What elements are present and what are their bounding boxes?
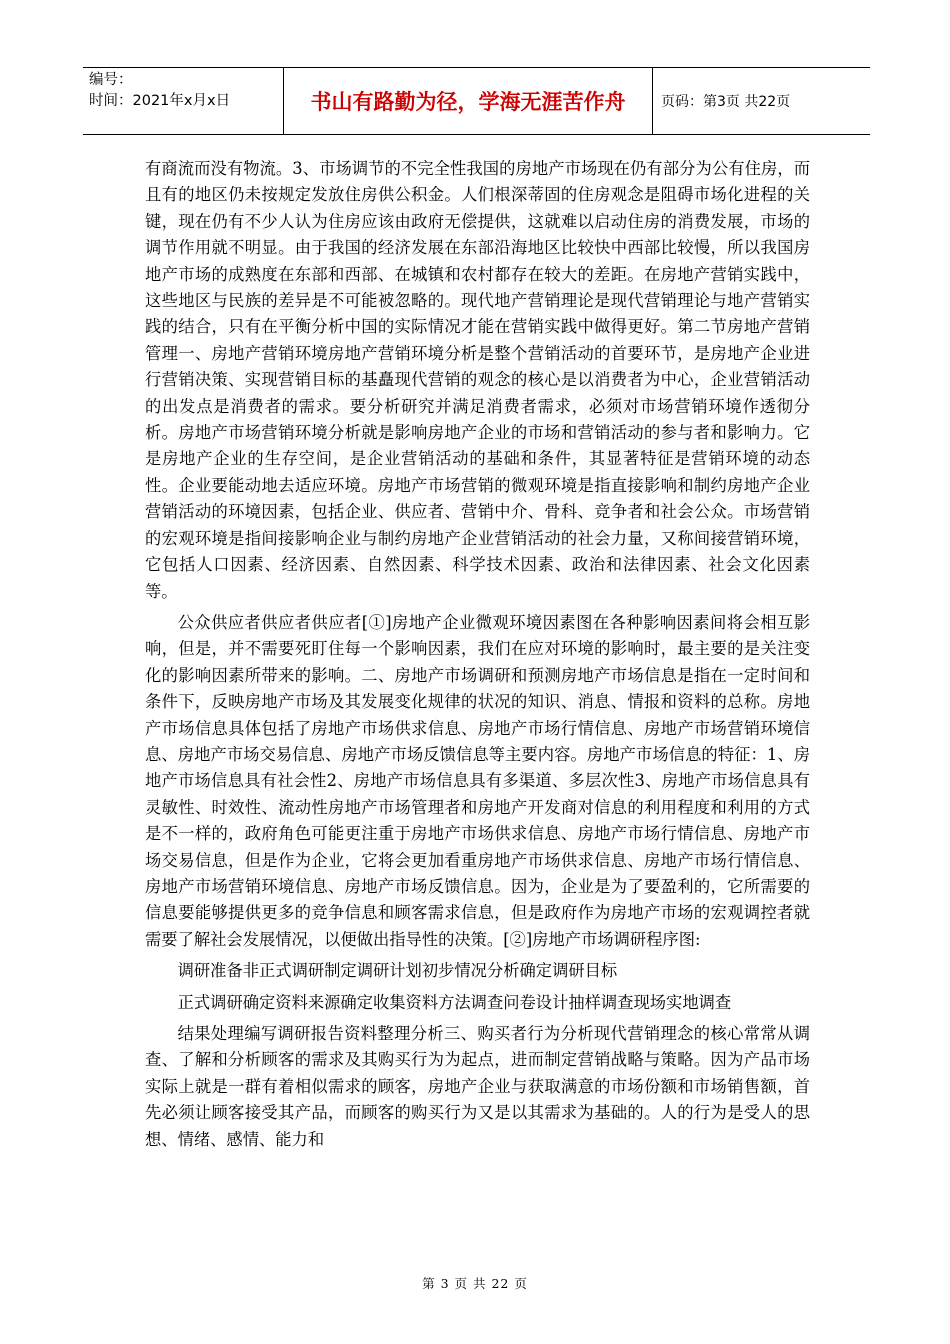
- body-paragraph-4: 正式调研确定资料来源确定收集资料方法调查问卷设计抽样调查现场实地调查: [177, 992, 732, 1012]
- header-page-label: 页码：第3页 共22页: [661, 94, 791, 110]
- body-paragraph-5: 结果处理编写调研报告资料整理分析三、购买者行为分析现代营销理念的核心常常从调查、了解和分析顾客的需求及其购买行为为起点，进而制定营销战略与策略。因为产品市场实际上就是一群有着相似需求的顾客，房地产企业与获取满意的市场份额和市场销售额，首先必须让顾客接受其产品，而顾客的购买行为又是以其需求为基础的。人的行为是受人的思想、情绪、感情、能力和: [145, 1024, 810, 1149]
- header-motto-cell: [283, 68, 653, 134]
- body-paragraph-3: 调研准备非正式调研制定调研计划初步情况分析确定调研目标: [177, 961, 618, 981]
- page-footer: [0, 1274, 950, 1292]
- document-time-label: 时间：2021年x月x日: [89, 93, 231, 109]
- body-paragraph-1: 有商流而没有物流。3、市场调节的不完全性我国的房地产市场现在仍有部分为公有住房，而且有的地区仍未按规定发放住房供公积金。人们根深蒂固的住房观念是阻碍市场化进程的关键，现在仍有不少人认为住房应该由政府无偿提供，这就难以启动住房的消费发展，市场的调节作用就不明显。由于我国的经济发展在东部沿海地区比较快中西部比较慢，所以我国房地产市场的成熟度在东部和西部、在城镇和农村都存在较大的差距。在房地产营销实践中，这些地区与民族的差异是不可能被忽略的。现代地产营销理论是现代营销理论与地产营销实践的结合，只有在平衡分析中国的实际情况才能在营销实践中做得更好。第二节房地产营销管理一、房地产营销环境房地产营销环境分析是整个营销活动的首要环节，是房地产企业进行营销决策、实现营销目标的基矗现代营销的观念的核心是以消费者为中心，企业营销活动的出发点是消费者的需求。要分析研究并满足消费者需求，必须对市场营销环境作透彻分析。房地产市场营销环境分析就是影响房地产企业的市场和营销活动的参与者和影响力。它是房地产企业的生存空间，是企业营销活动的基础和条件，其显著特征是营销环境的动态性。企业要能动地去适应环境。房地产市场营销的微观环境是指直接影响和制约房地产企业营销活动的环境因素，包括企业、供应者、营销中介、骨科、竞争者和社会公众。市场营销的宏观环境是指间接影响企业与制约房地产企业营销活动的社会力量，又称间接营销环境，它包括人口因素、经济因素、自然因素、科学技术因素、政治和法律因素、社会文化因素等。: [145, 159, 810, 601]
- page-header: [83, 67, 870, 135]
- header-motto: 书山有路勤为径，学海无涯苦作舟: [310, 90, 626, 114]
- header-page-cell: [653, 68, 870, 134]
- document-number-label: 编号：: [89, 72, 133, 88]
- body-paragraph-2: 公众供应者供应者供应者[①]房地产企业微观环境因素图在各种影响因素间将会相互影响，但是，并不需要死盯住每一个影响因素，我们在应对环境的影响时，最主要的是关注变化的影响因素所带来的影响。二、房地产市场调研和预测房地产市场信息是指在一定时间和条件下，反映房地产市场及其发展变化规律的状况的知识、消息、情报和资料的总称。房地产市场信息具体包括了房地产市场供求信息、房地产市场行情信息、房地产市场营销环境信息、房地产市场交易信息、房地产市场反馈信息等主要内容。房地产市场信息的特征：1、房地产市场信息具有社会性2、房地产市场信息具有多渠道、多层次性3、房地产市场信息具有灵敏性、时效性、流动性房地产市场管理者和房地产开发商对信息的利用程度和利用的方式是不一样的，政府角色可能更注重于房地产市场供求信息、房地产市场行情信息、房地产市场交易信息，但是作为企业，它将会更加看重房地产市场供求信息、房地产市场行情信息、房地产市场营销环境信息、房地产市场反馈信息。因为，企业是为了要盈利的，它所需要的信息要能够提供更多的竞争信息和顾客需求信息，但是政府作为房地产市场的宏观调控者就需要了解社会发展情况，以便做出指导性的决策。[②]房地产市场调研程序图:: [145, 612, 810, 949]
- footer-page-number: 第 3 页 共 22 页: [422, 1276, 528, 1291]
- document-body: [145, 156, 810, 1158]
- header-meta: [83, 68, 283, 134]
